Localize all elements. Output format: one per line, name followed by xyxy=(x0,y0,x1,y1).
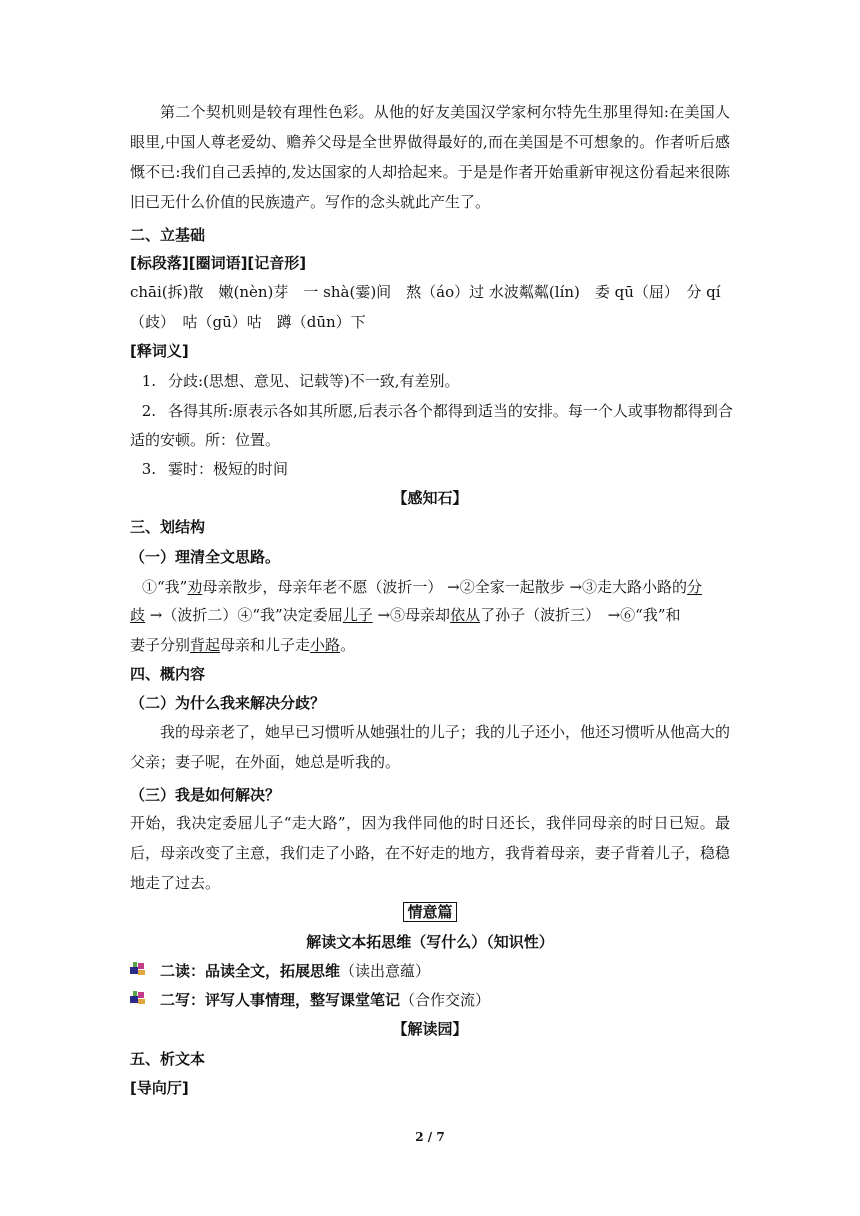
section3-subheading: （一）理清全文思路。 xyxy=(130,548,281,566)
text-segment: 母亲散步，母亲年老不愿（波折一） →②全家一起散步 →③走大路小路的 xyxy=(202,578,688,596)
pronunciation-line-2: （歧） 咕（gū）咕 蹲（dūn）下 xyxy=(130,313,366,331)
text-segment: 了孙子（波折三） →⑥“我”和 xyxy=(480,606,681,624)
text-segment: ①“我” xyxy=(142,578,188,596)
qingyi-subtitle: 解读文本拓思维（写什么）（知识性） xyxy=(306,933,554,951)
definition-item-3 xyxy=(130,459,730,479)
bullet-bold-text: 二读：品读全文，拓展思维 xyxy=(160,962,341,980)
ganzhi-header: 【感知石】 xyxy=(392,489,468,507)
underlined-word: 依从 xyxy=(450,606,481,624)
underlined-word: 儿子 xyxy=(342,606,373,624)
intro-paragraph: 第二个契机则是较有理性色彩。从他的好友美国汉学家柯尔特先生那里得知:在美国人眼里,中国人尊老爱幼、赡养父母是全世界做得最好的,而在美国是不可想象的。作者听后感慨不已:我们自己丢掉的,发达国家的人却拾起来。于是是作者开始重新审视这份看起来很陈旧已无什么价值的民族遗产。写作的念头就此产生了。 xyxy=(130,103,730,211)
answer-3: 开始，我决定委屈儿子“走大路”，因为我伴同他的时日还长，我伴同母亲的时日已短。最后，母亲改变了主意，我们走了小路，在不好走的地方，我背着母亲，妻子背着儿子，稳稳地走了过去。 xyxy=(130,814,731,892)
definition-tag: [释词义] xyxy=(130,342,189,360)
bullet-bold-text: 二写：评写人事情理，整写课堂笔记 xyxy=(160,991,401,1009)
text-segment: →（波折二）④“我”决定委屈 xyxy=(145,606,343,624)
pronunciation-line-1: chāi(拆)散 嫩(nèn)芽 一 shà(霎)间 熬（áo）过 水波粼粼(lín) 委 qū（屈） 分 qí xyxy=(130,283,721,301)
bullet-icon xyxy=(130,962,148,978)
section4-heading: 四、概内容 xyxy=(130,665,206,683)
underlined-word: 背起 xyxy=(190,636,221,654)
bullet-normal-text: （合作交流） xyxy=(400,991,491,1009)
structure-line-2 xyxy=(130,605,730,625)
bullet-item-1 xyxy=(130,961,430,981)
definition-text: 各得其所:原表示各如其所愿,后表示各个都得到适当的安排。每一个人或事物都得到合 xyxy=(168,402,733,420)
bullet-normal-text: （读出意蕴） xyxy=(340,962,431,980)
bullet-icon xyxy=(130,991,148,1007)
underlined-word: 劝 xyxy=(187,578,203,596)
question-2: （二）为什么我来解决分歧？ xyxy=(130,694,326,712)
section5-subheading: [导向厅] xyxy=(130,1079,189,1097)
page-number: 2 / 7 xyxy=(415,1130,445,1144)
structure-line-3 xyxy=(130,635,730,655)
qingyi-label-row xyxy=(130,902,730,922)
section5-heading: 五、析文本 xyxy=(130,1050,206,1068)
definition-item-2 xyxy=(130,401,733,421)
underlined-word: 小路 xyxy=(310,636,341,654)
bullet-item-2 xyxy=(130,990,490,1010)
text-segment: →⑤母亲却 xyxy=(372,606,451,624)
section2-heading: 二、立基础 xyxy=(130,226,206,244)
question-3: （三）我是如何解决？ xyxy=(130,786,281,804)
qingyi-boxed-label: 情意篇 xyxy=(403,902,456,922)
definition-number: 2. xyxy=(141,402,156,420)
section3-heading: 三、划结构 xyxy=(130,518,206,536)
answer-2: 我的母亲老了，她早已习惯听从她强壮的儿子；我的儿子还小，他还习惯听从他高大的父亲；妻子呢，在外面，她总是听我的。 xyxy=(130,723,731,771)
structure-line-1 xyxy=(130,577,742,597)
text-segment: 妻子分别 xyxy=(130,636,191,654)
text-segment: 母亲和儿子走 xyxy=(220,636,311,654)
definition-text: 霎时：极短的时间 xyxy=(168,460,289,478)
definition-number: 3. xyxy=(141,460,156,478)
section2-tags: [标段落][圈词语][记音形] xyxy=(130,254,307,272)
jiedu-header: 【解读园】 xyxy=(392,1020,468,1038)
definition-number: 1. xyxy=(141,372,156,390)
text-segment: 。 xyxy=(340,636,356,654)
definition-item-1 xyxy=(130,371,730,391)
underlined-word: 歧 xyxy=(130,606,146,624)
underlined-word: 分 xyxy=(687,578,703,596)
definition-item-2-cont: 适的安顿。所：位置。 xyxy=(130,431,281,449)
definition-text: 分歧:(思想、意见、记载等)不一致,有差别。 xyxy=(168,372,460,390)
